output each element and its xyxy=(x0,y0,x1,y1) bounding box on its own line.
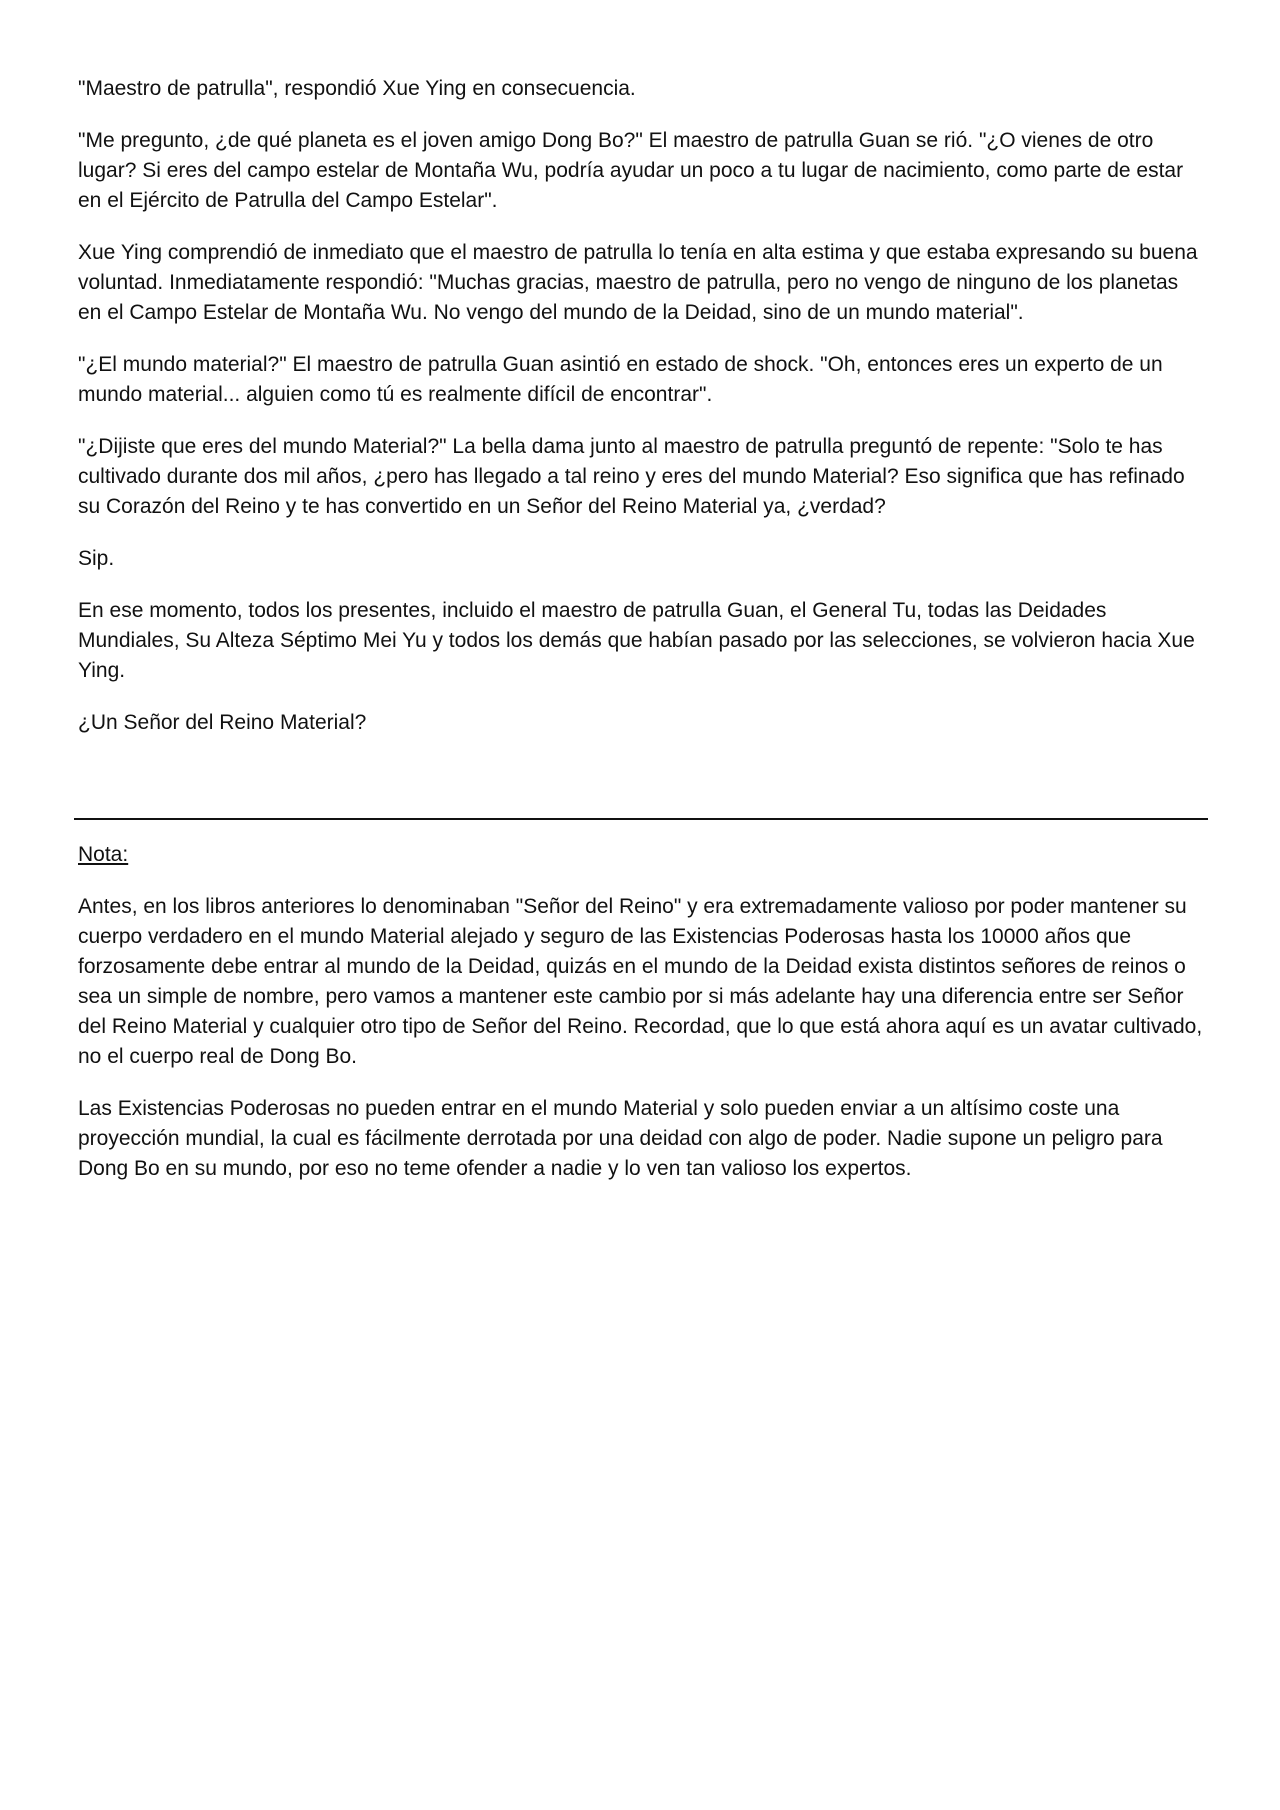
section-divider xyxy=(74,818,1208,820)
note-title: Nota: xyxy=(78,843,129,866)
paragraph: "Me pregunto, ¿de qué planeta es el joven amigo Dong Bo?" El maestro de patrulla Guan se rió. "¿O vienes de otro lugar? Si eres del campo estelar de Montaña Wu, podría ayudar un poco a tu lugar de nacimiento, como parte de estar en el Ejército de Patrulla del Campo Estelar". xyxy=(78,129,1184,212)
paragraph: Xue Ying comprendió de inmediato que el maestro de patrulla lo tenía en alta estima y que estaba expresando su buena voluntad. Inmediatamente respondió: "Muchas gracias, maestro de patrulla, pero no vengo de ninguno de los planetas en el Campo Estelar de Montaña Wu. No vengo del mundo de la Deidad, sino de un mundo material". xyxy=(78,241,1198,324)
paragraph: ¿Un Señor del Reino Material? xyxy=(78,711,367,734)
paragraph: "¿Dijiste que eres del mundo Material?" La bella dama junto al maestro de patrulla preguntó de repente: "Solo te has cultivado durante dos mil años, ¿pero has llegado a tal reino y eres del mundo Material? Eso significa que has refinado su Corazón del Reino y te has convertido en un Señor del Reino Material ya, ¿verdad? xyxy=(78,435,1185,518)
paragraph: "Maestro de patrulla", respondió Xue Ying en consecuencia. xyxy=(78,77,636,100)
paragraph: "¿El mundo material?" El maestro de patrulla Guan asintió en estado de shock. "Oh, entonces eres un experto de un mundo material... alguien como tú es realmente difícil de encontrar". xyxy=(78,353,1163,406)
note-section xyxy=(78,840,1206,1206)
paragraph: Sip. xyxy=(78,547,115,570)
document-body xyxy=(78,74,1206,760)
note-paragraph: Antes, en los libros anteriores lo denominaban "Señor del Reino" y era extremadamente valioso por poder mantener su cuerpo verdadero en el mundo Material alejado y seguro de las Existencias Poderosas hasta los 10000 años que forzosamente debe entrar al mundo de la Deidad, quizás en el mundo de la Deidad exista distintos señores de reinos o sea un simple de nombre, pero vamos a mantener este cambio por si más adelante hay una diferencia entre ser Señor del Reino Material y cualquier otro tipo de Señor del Reino. Recordad, que lo que está ahora aquí es un avatar cultivado, no el cuerpo real de Dong Bo. xyxy=(78,895,1203,1068)
note-paragraph: Las Existencias Poderosas no pueden entrar en el mundo Material y solo pueden enviar a un altísimo coste una proyección mundial, la cual es fácilmente derrotada por una deidad con algo de poder. Nadie supone un peligro para Dong Bo en su mundo, por eso no teme ofender a nadie y lo ven tan valioso los expertos. xyxy=(78,1097,1163,1180)
paragraph: En ese momento, todos los presentes, incluido el maestro de patrulla Guan, el General Tu, todas las Deidades Mundiales, Su Alteza Séptimo Mei Yu y todos los demás que habían pasado por las selecciones, se volvieron hacia Xue Ying. xyxy=(78,599,1195,682)
